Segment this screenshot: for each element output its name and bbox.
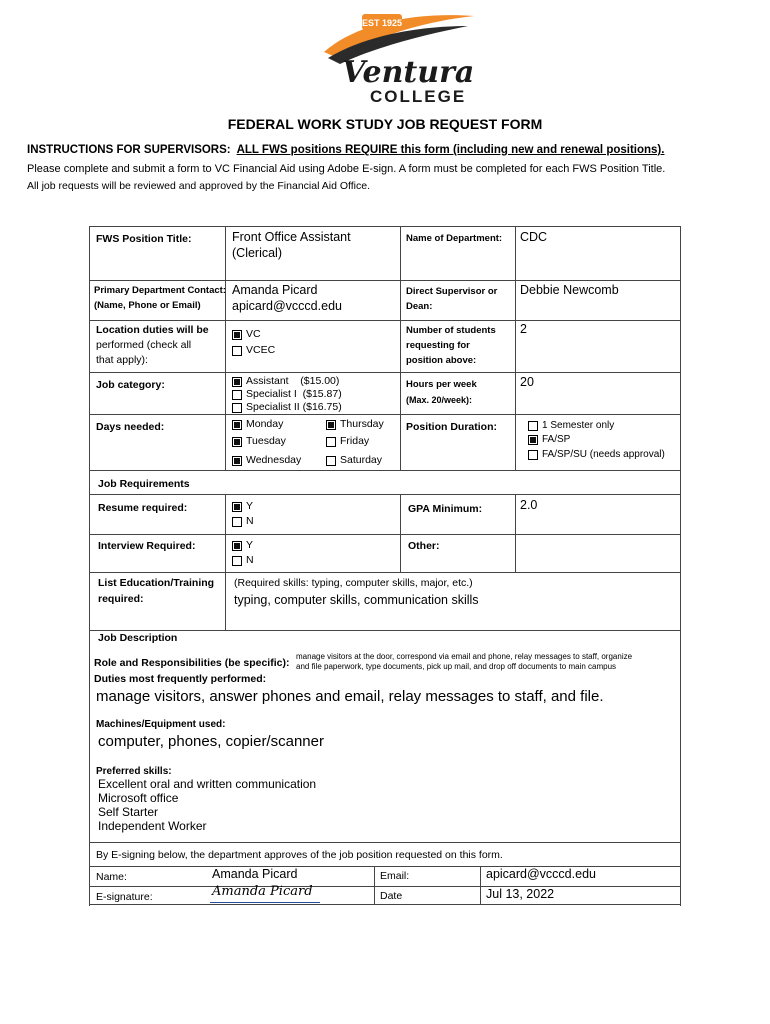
checkbox-icon[interactable] xyxy=(232,420,242,430)
category-option-assistant[interactable]: Assistant ($15.00) xyxy=(232,375,339,388)
education-label-1: List Education/Training xyxy=(98,577,215,589)
checkbox-icon[interactable] xyxy=(232,456,242,466)
category-label: Job category: xyxy=(96,379,165,391)
skill-item[interactable]: Excellent oral and written communication xyxy=(98,777,317,791)
duties-value[interactable]: manage visitors, answer phones and email, relay messages to staff, and file. xyxy=(96,688,604,705)
position-title-value-2[interactable]: (Clerical) xyxy=(232,246,282,260)
duration-fa-sp[interactable]: FA/SP xyxy=(528,433,570,446)
checkbox-icon[interactable] xyxy=(232,390,242,400)
day-monday[interactable]: Monday xyxy=(232,418,283,431)
location-option-vcec[interactable]: VCEC xyxy=(232,344,275,357)
checkbox-icon[interactable] xyxy=(528,421,538,431)
skills-label: Preferred skills: xyxy=(96,766,172,777)
form-title: FEDERAL WORK STUDY JOB REQUEST FORM xyxy=(227,116,543,132)
resume-yes[interactable]: Y xyxy=(232,500,253,513)
instructions-submit: Please complete and submit a form to VC Financial Aid using Adobe E-sign. A form must be completed for each FWS Position Title. xyxy=(27,163,666,175)
checkbox-icon[interactable] xyxy=(232,541,242,551)
interview-no[interactable]: N xyxy=(232,554,254,567)
checkbox-icon[interactable] xyxy=(326,420,336,430)
department-label: Name of Department: xyxy=(406,233,503,244)
skill-item[interactable]: Self Starter xyxy=(98,805,159,819)
gpa-value[interactable]: 2.0 xyxy=(520,498,538,512)
category-option-specialist-2[interactable]: Specialist II ($16.75) xyxy=(232,401,342,414)
supervisor-value[interactable]: Debbie Newcomb xyxy=(520,283,619,297)
instructions-review: All job requests will be reviewed and approved by the Financial Aid Office. xyxy=(27,180,370,192)
email-label: Email: xyxy=(380,870,410,882)
role-label: Role and Responsibilities (be specific): xyxy=(94,657,290,669)
machines-value[interactable]: computer, phones, copier/scanner xyxy=(98,733,324,750)
instructions-line xyxy=(27,144,664,156)
days-label: Days needed: xyxy=(96,421,165,433)
checkbox-icon[interactable] xyxy=(232,330,242,340)
students-label-2: requesting for xyxy=(406,340,470,351)
ventura-college-logo xyxy=(318,12,478,108)
contact-label-2: (Name, Phone or Email) xyxy=(94,300,201,311)
contact-email-value[interactable]: apicard@vcccd.edu xyxy=(232,299,342,313)
interview-yes[interactable]: Y xyxy=(232,539,253,552)
position-title-value[interactable]: Front Office Assistant xyxy=(232,230,351,244)
email-value[interactable]: apicard@vcccd.edu xyxy=(486,867,596,881)
machines-label: Machines/Equipment used: xyxy=(96,719,226,730)
students-value[interactable]: 2 xyxy=(520,322,527,336)
skill-item[interactable]: Microsoft office xyxy=(98,791,179,805)
signoff-statement: By E-signing below, the department approves of the job position requested on this form. xyxy=(96,849,503,861)
hours-value[interactable]: 20 xyxy=(520,375,534,389)
students-label-1: Number of students xyxy=(406,325,496,336)
day-saturday[interactable]: Saturday xyxy=(326,454,382,467)
svg-text:COLLEGE: COLLEGE xyxy=(370,87,467,106)
checkbox-icon[interactable] xyxy=(528,435,538,445)
checkbox-icon[interactable] xyxy=(326,437,336,447)
checkbox-icon[interactable] xyxy=(232,502,242,512)
hours-label-2: (Max. 20/week): xyxy=(406,395,473,405)
education-hint: (Required skills: typing, computer skills, major, etc.) xyxy=(234,577,473,589)
name-value[interactable]: Amanda Picard xyxy=(212,867,298,881)
contact-label: Primary Department Contact: xyxy=(94,285,226,296)
checkbox-icon[interactable] xyxy=(232,377,242,387)
category-option-specialist-1[interactable]: Specialist I ($15.87) xyxy=(232,388,342,401)
day-thursday[interactable]: Thursday xyxy=(326,418,384,431)
skill-item[interactable]: Independent Worker xyxy=(98,819,207,833)
checkbox-icon[interactable] xyxy=(232,346,242,356)
education-value[interactable]: typing, computer skills, communication skills xyxy=(234,593,479,607)
date-value[interactable]: Jul 13, 2022 xyxy=(486,887,555,901)
svg-text:EST 1925: EST 1925 xyxy=(361,18,403,28)
position-title-label: FWS Position Title: xyxy=(96,233,192,245)
hours-label: Hours per week xyxy=(406,379,477,390)
checkbox-icon[interactable] xyxy=(232,437,242,447)
supervisor-label-2: Dean: xyxy=(406,301,433,312)
checkbox-icon[interactable] xyxy=(232,517,242,527)
instructions-lead: INSTRUCTIONS FOR SUPERVISORS: xyxy=(27,144,231,156)
duration-fa-sp-su[interactable]: FA/SP/SU (needs approval) xyxy=(528,448,665,461)
resume-no[interactable]: N xyxy=(232,515,254,528)
checkbox-icon[interactable] xyxy=(232,556,242,566)
job-description-heading: Job Description xyxy=(98,632,178,644)
gpa-label: GPA Minimum: xyxy=(408,503,483,515)
location-label-3: that apply): xyxy=(96,354,148,366)
students-label-3: position above: xyxy=(406,355,477,366)
duties-label: Duties most frequently performed: xyxy=(94,673,267,685)
duration-label: Position Duration: xyxy=(406,421,497,433)
department-value[interactable]: CDC xyxy=(520,230,548,244)
other-label: Other: xyxy=(408,540,440,552)
day-tuesday[interactable]: Tuesday xyxy=(232,435,286,448)
education-label-2: required: xyxy=(98,593,144,605)
job-requirements-heading: Job Requirements xyxy=(98,478,190,490)
day-wednesday[interactable]: Wednesday xyxy=(232,454,301,467)
contact-name-value[interactable]: Amanda Picard xyxy=(232,283,318,297)
location-label-2: performed (check all xyxy=(96,339,192,351)
checkbox-icon[interactable] xyxy=(528,450,538,460)
checkbox-icon[interactable] xyxy=(232,403,242,413)
role-value-2[interactable]: and file paperwork, type documents, pick up mail, and drop off documents to main campus xyxy=(296,662,617,671)
role-value-1[interactable]: manage visitors at the door, correspond via email and phone, relay messages to staff, organize xyxy=(296,652,633,661)
date-label: Date xyxy=(380,890,403,902)
day-friday[interactable]: Friday xyxy=(326,435,369,448)
svg-text:Ventura: Ventura xyxy=(342,55,475,90)
esignature-label: E-signature: xyxy=(96,891,153,903)
resume-label: Resume required: xyxy=(98,502,188,514)
location-label-1: Location duties will be xyxy=(96,324,209,336)
name-label: Name: xyxy=(96,871,127,883)
interview-label: Interview Required: xyxy=(98,540,196,552)
duration-one-semester[interactable]: 1 Semester only xyxy=(528,419,614,432)
esignature-value[interactable]: Amanda Picard xyxy=(212,884,313,899)
checkbox-icon[interactable] xyxy=(326,456,336,466)
request-form xyxy=(89,226,681,906)
location-option-vc[interactable]: VC xyxy=(232,328,261,341)
instructions-requirement: ALL FWS positions REQUIRE this form (including new and renewal positions). xyxy=(236,144,665,156)
supervisor-label: Direct Supervisor or xyxy=(406,286,498,297)
